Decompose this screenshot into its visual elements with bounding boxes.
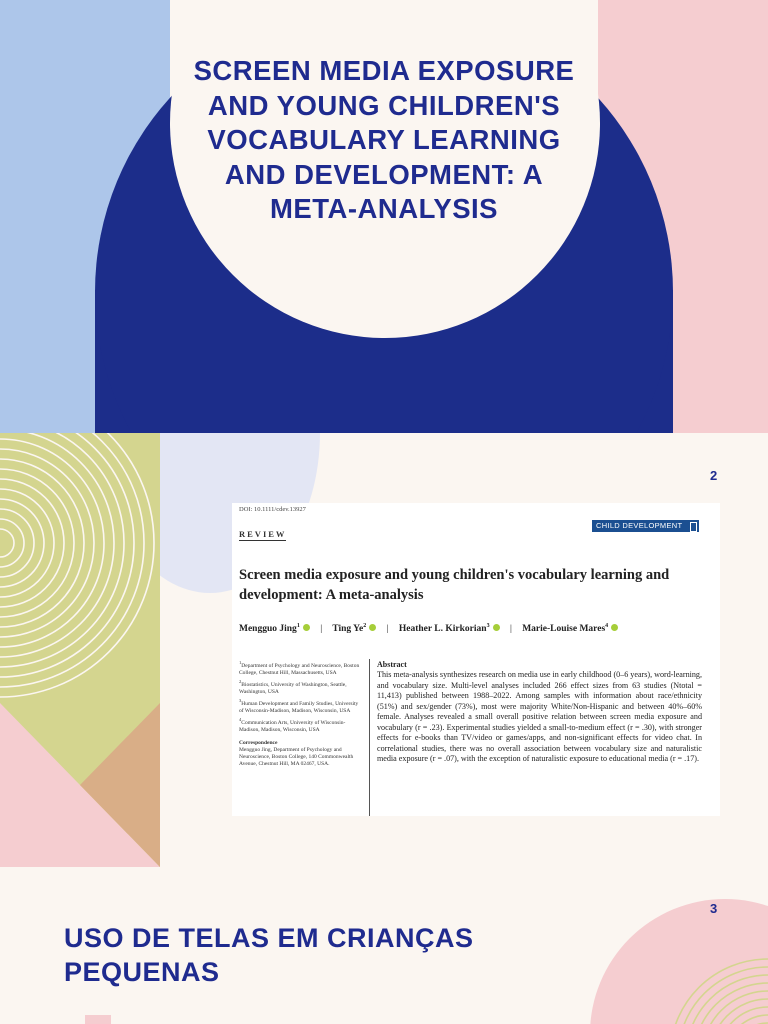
author: Ting Ye$^2$: [332, 624, 376, 634]
page-number: 3: [710, 901, 718, 916]
abstract-heading: Abstract: [377, 660, 407, 669]
affiliation: $^4$Communication Arts, University of Wisconsin-Madison, Madison, Wisconsin, USA: [239, 717, 346, 733]
slide-3: [0, 867, 768, 1024]
page-number: 2: [710, 468, 718, 483]
affiliation: $^1$Department of Psychology and Neuroscience, Boston College, Chestnut Hill, Massachusetts, USA: [239, 660, 360, 676]
slide-1: [0, 0, 768, 433]
author: Mengguo Jing$^1$: [239, 624, 310, 634]
paper-section-label: REVIEW: [239, 529, 287, 539]
journal-badge: CHILD DEVELOPMENT: [592, 520, 699, 532]
orcid-icon: [303, 624, 310, 631]
affiliation: $^3$Human Development and Family Studies, University of Wisconsin-Madison, Madison, Wisconsin, USA: [239, 698, 359, 714]
concentric-arcs-decoration: [0, 433, 160, 703]
affiliation: $^2$Biostatistics, University of Washington, Seattle, Washington, USA: [239, 679, 347, 695]
slide-3-title: USO DE TELAS EM CRIANÇAS PEQUENAS: [64, 923, 474, 987]
orcid-icon: [369, 624, 376, 631]
correspondence-text: Mengguo Jing, Department of Psychology and Neuroscience, Boston College, 140 Commonwealth Avenue, Chestnut Hill, MA 02467, USA.: [239, 747, 354, 768]
author: Heather L. Kirkorian$^3$: [399, 624, 500, 634]
column-divider: [369, 659, 370, 816]
correspondence-heading: Correspondence: [239, 740, 278, 747]
affiliations-column: [239, 659, 364, 768]
slide-1-title: SCREEN MEDIA EXPOSURE AND YOUNG CHILDREN'S VOCABULARY LEARNING AND DEVELOPMENT: A META-ANALYSIS: [193, 55, 575, 225]
slide-2: [0, 433, 768, 867]
orcid-icon: [493, 624, 500, 631]
author: Marie-Louise Mares$^4$: [522, 624, 618, 634]
orcid-icon: [611, 624, 618, 631]
paper-authors: Mengguo Jing$^1$ | Ting Ye$^2$ | Heather L. Kirkorian$^3$ | Marie-Louise Mares$^4$: [239, 623, 709, 634]
paper-screenshot: [232, 503, 720, 816]
pink-square-decoration: [85, 1015, 111, 1024]
abstract-text: This meta-analysis synthesizes research on media use in early childhood (0–6 years), word-learning, and vocabulary size. Multi-level analyses included 266 effect sizes from 63 studies (Ntotal = 11,413) published between 1988–2022. Among samples with information about race/ethnicity (51%) and sex/gender (73%), most were majority White/Non-Hispanic and between 40%–60% female. Analyses revealed a small overall positive relation between screen media exposure and vocabulary (r = .23). Experimental studies yielded a small-to-medium effect (r = .30), with stronger effects for e-books than TV/video or games/apps, and non-significant effects for video chat. In correlational studies, there was no overall association between vocabulary size and naturalistic media exposure (r = .07), with the exception of naturalistic exposure to educational media (r = .17).: [377, 670, 702, 763]
paper-doi: DOI: 10.1111/cdev.13927: [239, 506, 306, 513]
paper-title: Screen media exposure and young children's vocabulary learning and development: A meta-analysis: [239, 567, 670, 603]
